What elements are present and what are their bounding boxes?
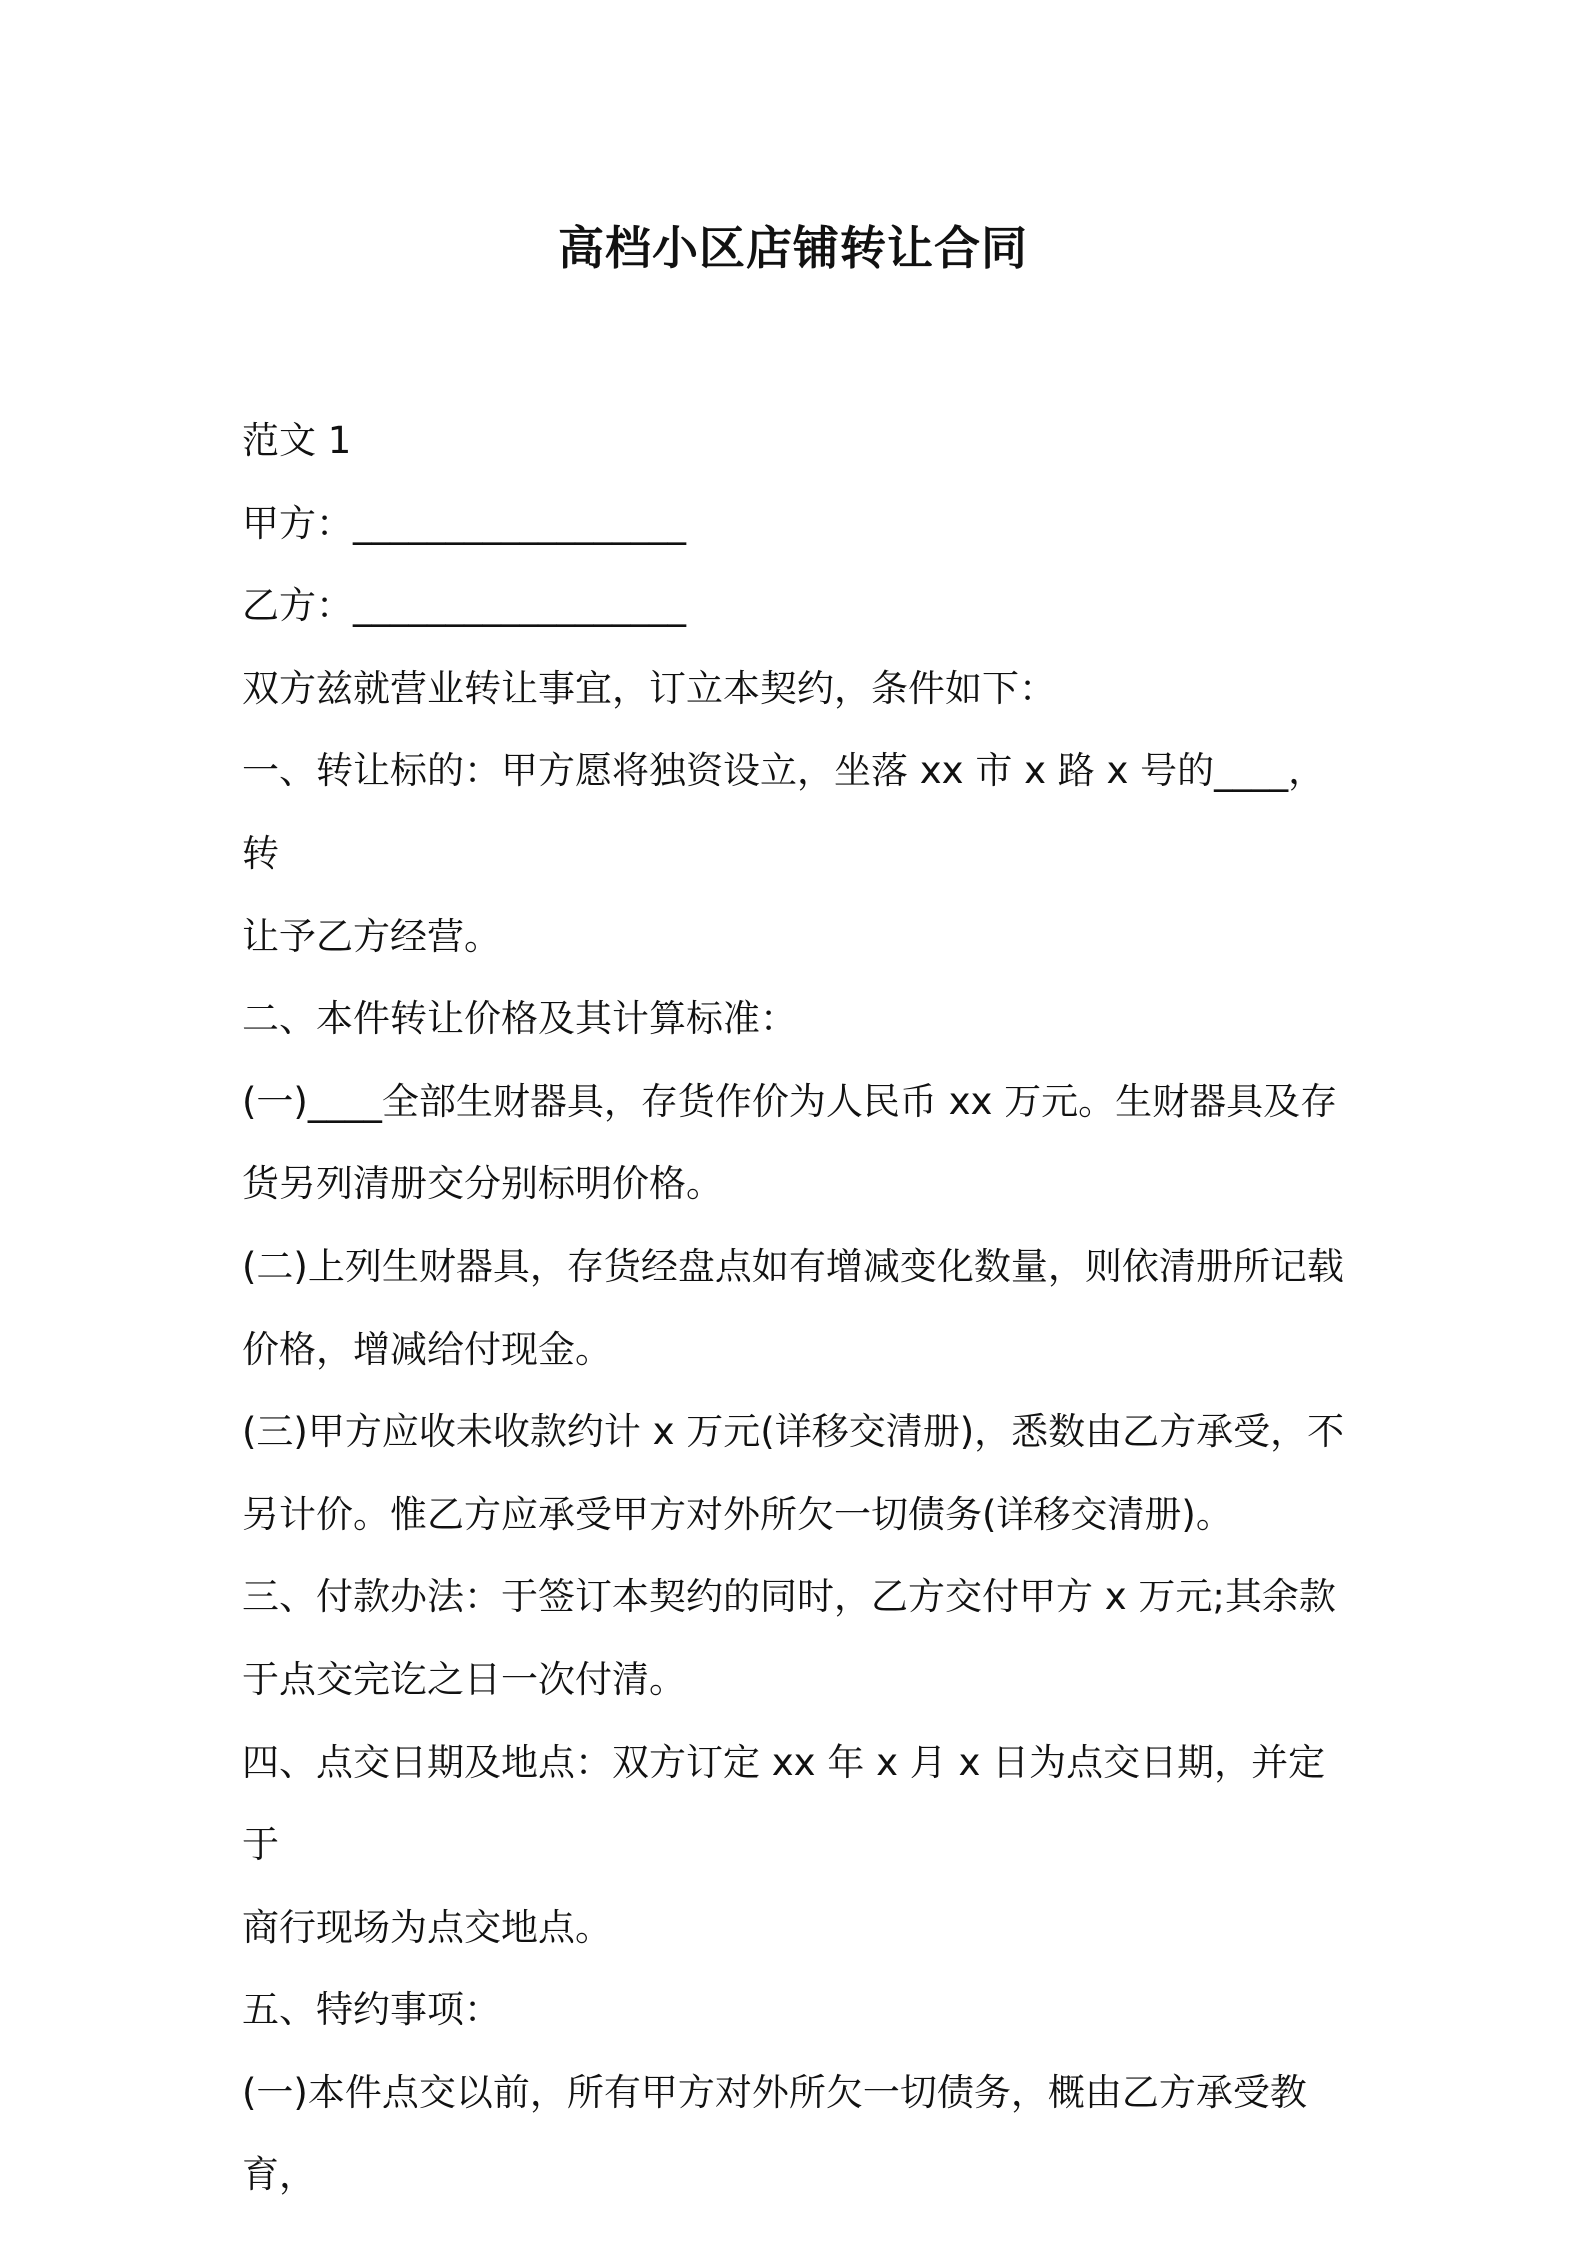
document-line: 商行现场为点交地点。 bbox=[242, 1905, 612, 1949]
document-line: (一)____全部生财器具，存货作价为人民币 xx 万元。生财器具及存 bbox=[242, 1079, 1338, 1123]
document-line: 一、转让标的：甲方愿将独资设立，坐落 xx 市 x 路 x 号的____，转 bbox=[242, 749, 1326, 875]
document-line: 五、特约事项： bbox=[242, 1988, 501, 2032]
document-line: 货另列清册交分别标明价格。 bbox=[242, 1162, 723, 1206]
document-line: 三、付款办法：于签订本契约的同时，乙方交付甲方 x 万元;其余款 bbox=[242, 1575, 1336, 1619]
document-body bbox=[242, 400, 1362, 2217]
document-line: 另计价。惟乙方应承受甲方对外所欠一切债务(详移交清册)。 bbox=[242, 1492, 1233, 1536]
document-line: 四、点交日期及地点：双方订定 xx 年 x 月 x 日为点交日期，并定于 bbox=[242, 1740, 1326, 1867]
document-line: 于点交完讫之日一次付清。 bbox=[242, 1657, 686, 1701]
document-line: 范文 1 bbox=[242, 419, 352, 462]
document-line: (二)上列生财器具，存货经盘点如有增减变化数量，则依清册所记载 bbox=[242, 1244, 1344, 1288]
document-line: 二、本件转让价格及其计算标准： bbox=[242, 997, 797, 1041]
document-line: (三)甲方应收未收款约计 x 万元(详移交清册)，悉数由乙方承受，不 bbox=[242, 1410, 1345, 1454]
document-line: 双方兹就营业转让事宜，订立本契约，条件如下： bbox=[242, 666, 1056, 710]
document-line: 甲方：__________________ bbox=[242, 501, 686, 545]
document-line: (一)本件点交以前，所有甲方对外所欠一切债务，概由乙方承受教育， bbox=[242, 2070, 1307, 2197]
document-line: 乙方：__________________ bbox=[242, 584, 686, 628]
document-line: 让予乙方经营。 bbox=[242, 914, 501, 958]
document-title: 高档小区店铺转让合同 bbox=[558, 221, 1028, 275]
document-line: 价格，增减给付现金。 bbox=[242, 1327, 612, 1371]
